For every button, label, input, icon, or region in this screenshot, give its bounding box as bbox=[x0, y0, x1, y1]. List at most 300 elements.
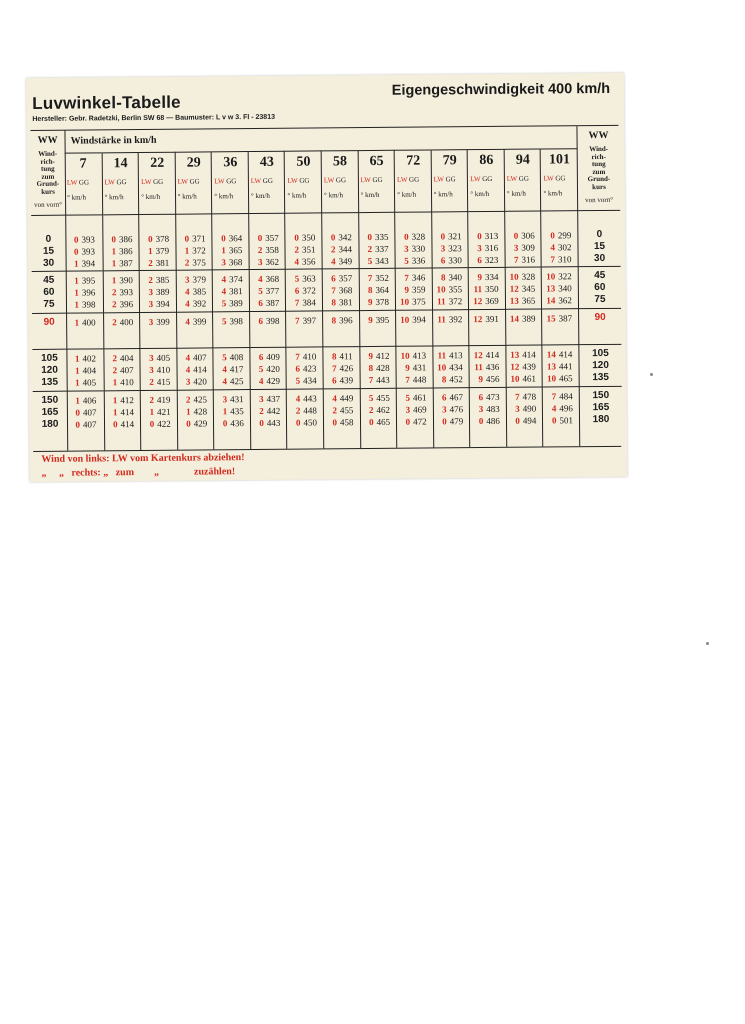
gg-label: GG bbox=[443, 175, 456, 184]
luvwinkel-value: 13 bbox=[546, 361, 557, 372]
groundspeed-value: 323 bbox=[448, 243, 462, 254]
group-divider bbox=[360, 310, 397, 311]
luvwinkel-value: 0 bbox=[294, 232, 299, 243]
luvwinkel-value: 5 bbox=[221, 298, 227, 309]
table-cell bbox=[400, 350, 427, 362]
groundspeed-value: 412 bbox=[120, 395, 134, 406]
table-cell bbox=[68, 233, 95, 245]
lw-gg-label bbox=[214, 177, 236, 185]
table-cell bbox=[436, 295, 463, 307]
luvwinkel-value: 0 bbox=[73, 246, 79, 257]
groundspeed-value: 426 bbox=[339, 363, 354, 374]
luvwinkel-value: 5 bbox=[258, 285, 263, 296]
table-cell bbox=[437, 415, 464, 427]
luvwinkel-value: 6 bbox=[331, 273, 336, 284]
luvwinkel-value: 2 bbox=[111, 287, 117, 298]
group-divider bbox=[212, 213, 249, 214]
table-cell bbox=[290, 374, 317, 386]
table-cell bbox=[326, 284, 353, 296]
luvwinkel-value: 3 bbox=[513, 242, 519, 253]
luvwinkel-value: 9 bbox=[477, 272, 483, 283]
luvwinkel-value: 10 bbox=[400, 350, 410, 361]
group-divider bbox=[104, 312, 141, 313]
groundspeed-value: 455 bbox=[339, 405, 354, 416]
table-cell bbox=[509, 373, 536, 385]
luvwinkel-value: 0 bbox=[75, 419, 81, 430]
groundspeed-value: 408 bbox=[229, 352, 244, 363]
groundspeed-value: 425 bbox=[193, 394, 208, 405]
groundspeed-value: 387 bbox=[265, 297, 280, 308]
groundspeed-value: 407 bbox=[82, 407, 97, 418]
luvwinkel-value: 7 bbox=[515, 391, 520, 402]
table-cell bbox=[106, 274, 133, 286]
table-cell bbox=[254, 405, 281, 417]
table-cell bbox=[509, 313, 536, 325]
luvwinkel-value: 10 bbox=[400, 314, 410, 325]
speed-column bbox=[394, 149, 434, 447]
table-cell bbox=[546, 372, 573, 384]
groundspeed-value: 322 bbox=[558, 271, 572, 282]
group-divider bbox=[322, 212, 359, 213]
group-divider bbox=[213, 311, 250, 312]
groundspeed-value: 379 bbox=[192, 274, 207, 285]
table-cell bbox=[509, 295, 536, 307]
group-divider bbox=[469, 309, 506, 310]
table-cell bbox=[217, 351, 244, 363]
angle-label: 135 bbox=[41, 376, 59, 388]
table-cell bbox=[106, 257, 133, 269]
table-cell bbox=[69, 257, 96, 269]
wind-speed-header: 50 bbox=[285, 150, 322, 173]
groundspeed-value: 437 bbox=[266, 393, 281, 404]
group-divider bbox=[433, 387, 470, 388]
groundspeed-value: 465 bbox=[559, 373, 573, 384]
table-cell bbox=[436, 313, 463, 325]
windrichtung-word: Wind- bbox=[589, 144, 609, 154]
groundspeed-value: 439 bbox=[522, 361, 536, 372]
table-cell bbox=[180, 315, 207, 327]
groundspeed-value: 381 bbox=[229, 286, 243, 297]
table-cell bbox=[70, 406, 97, 418]
group-divider bbox=[141, 348, 178, 349]
table-cell bbox=[253, 363, 280, 375]
windrichtung-word: tung bbox=[40, 164, 55, 173]
luvwinkel-value: 1 bbox=[148, 245, 153, 256]
groundspeed-value: 351 bbox=[301, 244, 316, 255]
gg-label: GG bbox=[334, 176, 347, 185]
table-cell bbox=[400, 416, 427, 428]
groundspeed-value: 336 bbox=[411, 255, 426, 266]
luvwinkel-value: 0 bbox=[515, 415, 520, 426]
groundspeed-value: 398 bbox=[81, 299, 96, 310]
groundspeed-value: 316 bbox=[484, 242, 499, 254]
lw-label: LW bbox=[104, 178, 115, 187]
table-cell bbox=[399, 255, 426, 267]
group-divider bbox=[470, 345, 507, 346]
table-cell bbox=[253, 273, 280, 285]
table-cell bbox=[179, 256, 206, 268]
table-cell bbox=[362, 272, 389, 284]
table-cell bbox=[143, 245, 170, 257]
groundspeed-value: 429 bbox=[193, 418, 208, 429]
luvwinkel-value: 1 bbox=[149, 406, 155, 417]
luvwinkel-value: 1 bbox=[75, 365, 80, 376]
groundspeed-value: 389 bbox=[229, 298, 243, 309]
luvwinkel-value: 11 bbox=[473, 284, 483, 295]
groundspeed-value: 340 bbox=[448, 272, 463, 283]
table-cell bbox=[68, 245, 95, 257]
groundspeed-value: 394 bbox=[412, 314, 426, 325]
table-cell bbox=[107, 316, 134, 328]
table-cell bbox=[508, 242, 535, 254]
group-divider bbox=[579, 308, 621, 309]
groundspeed-value: 443 bbox=[266, 417, 281, 428]
table-cell bbox=[252, 256, 279, 268]
lw-gg-label bbox=[397, 176, 419, 184]
wind-speed-header: 43 bbox=[248, 151, 285, 174]
groundspeed-value: 337 bbox=[375, 243, 389, 254]
table-cell bbox=[254, 393, 281, 405]
groundspeed-value: 494 bbox=[522, 415, 537, 426]
luvwinkel-value: 1 bbox=[111, 258, 117, 269]
group-divider bbox=[287, 388, 324, 389]
groundspeed-value: 483 bbox=[486, 403, 500, 414]
groundspeed-value: 362 bbox=[265, 256, 280, 267]
luvwinkel-value: 0 bbox=[369, 416, 374, 428]
groundspeed-value: 422 bbox=[157, 418, 171, 429]
groundspeed-value: 389 bbox=[155, 286, 170, 297]
luvwinkel-value: 3 bbox=[478, 404, 484, 415]
von-vorn-right: von vorn° bbox=[585, 195, 614, 205]
groundspeed-value: 428 bbox=[376, 362, 390, 373]
table-cell bbox=[144, 352, 171, 364]
group-divider bbox=[141, 390, 178, 391]
luvwinkel-value: 3 bbox=[148, 298, 154, 309]
lw-gg-label bbox=[104, 178, 126, 186]
table-cell bbox=[290, 392, 317, 404]
angle-label: 60 bbox=[594, 281, 606, 294]
lw-label: LW bbox=[287, 176, 298, 185]
table-cell bbox=[290, 362, 317, 374]
groundspeed-value: 450 bbox=[303, 417, 317, 428]
groundspeed-value: 364 bbox=[375, 284, 389, 295]
table-cell bbox=[144, 418, 171, 430]
table-cell bbox=[107, 394, 134, 406]
table-cell bbox=[362, 243, 389, 255]
group-divider bbox=[104, 348, 141, 349]
groundspeed-value: 434 bbox=[303, 375, 317, 386]
speed-column bbox=[467, 149, 507, 447]
luvwinkel-value: 2 bbox=[259, 405, 264, 416]
luvwinkel-value: 0 bbox=[440, 231, 446, 242]
table-cell bbox=[253, 375, 280, 387]
table-cell bbox=[545, 253, 572, 265]
groundspeed-value: 461 bbox=[412, 392, 427, 403]
left-angle-column bbox=[30, 131, 68, 451]
groundspeed-value: 429 bbox=[266, 375, 281, 386]
groundspeed-value: 342 bbox=[338, 232, 352, 243]
luvwinkel-value: 1 bbox=[74, 287, 79, 298]
luvwinkel-value: 10 bbox=[510, 373, 520, 384]
speed-column bbox=[284, 150, 324, 448]
unit-label: ° km/h bbox=[397, 190, 417, 199]
table-cell bbox=[70, 418, 97, 430]
luvwinkel-value: 1 bbox=[112, 395, 118, 406]
table-cell bbox=[217, 417, 244, 429]
group-divider bbox=[213, 269, 250, 270]
lw-label: LW bbox=[360, 175, 371, 185]
table-cell bbox=[217, 405, 244, 417]
luvwinkel-value: 8 bbox=[367, 284, 373, 296]
groundspeed-value: 467 bbox=[449, 392, 464, 403]
groundspeed-value: 368 bbox=[265, 273, 280, 284]
luvwinkel-value: 1 bbox=[112, 377, 118, 388]
luvwinkel-value: 4 bbox=[332, 393, 337, 404]
group-divider bbox=[176, 213, 213, 214]
group-divider bbox=[251, 389, 288, 390]
luvwinkel-value: 8 bbox=[331, 351, 337, 362]
groundspeed-value: 310 bbox=[557, 254, 572, 265]
luvwinkel-value: 12 bbox=[510, 361, 520, 372]
luvwinkel-value: 7 bbox=[331, 285, 336, 296]
groundspeed-value: 387 bbox=[558, 313, 573, 324]
luvwinkel-value: 0 bbox=[111, 234, 117, 245]
speed-column bbox=[247, 151, 287, 449]
groundspeed-value: 394 bbox=[81, 258, 96, 269]
groundspeed-value: 369 bbox=[485, 295, 499, 307]
gg-label: GG bbox=[224, 177, 237, 186]
groundspeed-value: 368 bbox=[228, 257, 243, 268]
groundspeed-value: 448 bbox=[412, 374, 427, 385]
wind-speed-header: 86 bbox=[468, 149, 505, 172]
groundspeed-value: 316 bbox=[521, 254, 535, 265]
windrichtung-word: rich- bbox=[40, 157, 55, 166]
table-cell bbox=[69, 298, 96, 310]
table-cell bbox=[546, 414, 573, 426]
luvwinkel-value: 4 bbox=[331, 256, 336, 267]
table-cell bbox=[363, 374, 390, 386]
luvwinkel-value: 10 bbox=[436, 284, 446, 295]
groundspeed-value: 386 bbox=[119, 246, 133, 257]
luvwinkel-value: 0 bbox=[186, 418, 191, 429]
luvwinkel-value: 7 bbox=[405, 374, 410, 385]
wind-speed-header: 22 bbox=[139, 152, 176, 175]
luvwinkel-value: 1 bbox=[184, 245, 190, 256]
group-divider bbox=[33, 391, 67, 392]
table-cell bbox=[142, 233, 169, 245]
table-cell bbox=[398, 231, 425, 243]
luvwinkel-value: 11 bbox=[474, 362, 483, 373]
lw-label: LW bbox=[543, 174, 554, 183]
lw-gg-label bbox=[251, 177, 273, 185]
group-divider bbox=[359, 268, 396, 269]
luvwinkel-value: 7 bbox=[294, 297, 300, 308]
luvwinkel-value: 2 bbox=[148, 274, 153, 285]
table-cell bbox=[289, 243, 316, 255]
lw-label: LW bbox=[433, 175, 444, 184]
luvwinkel-value: 0 bbox=[330, 232, 336, 243]
group-divider bbox=[66, 348, 103, 349]
table-cell bbox=[216, 256, 243, 268]
luvwinkel-value: 4 bbox=[185, 286, 190, 297]
luvwinkel-value: 7 bbox=[404, 272, 409, 283]
lw-label: LW bbox=[470, 175, 481, 184]
group-divider bbox=[250, 347, 287, 348]
speed-column bbox=[101, 152, 141, 450]
luvwinkel-value: 6 bbox=[440, 255, 446, 266]
groundspeed-value: 335 bbox=[374, 231, 389, 242]
luvwinkel-value: 2 bbox=[185, 394, 191, 405]
luvwinkel-value: 1 bbox=[75, 377, 80, 388]
groundspeed-value: 390 bbox=[119, 275, 133, 286]
groundspeed-value: 396 bbox=[81, 287, 96, 298]
table-cell bbox=[472, 242, 499, 254]
luvwinkel-value: 14 bbox=[546, 349, 556, 360]
angle-label: 30 bbox=[593, 252, 606, 265]
unit-label: ° km/h bbox=[287, 191, 307, 200]
group-divider bbox=[65, 214, 102, 215]
luvwinkel-value: 0 bbox=[75, 407, 80, 418]
luvwinkel-value: 12 bbox=[473, 296, 483, 307]
groundspeed-value: 302 bbox=[557, 242, 572, 253]
table-cell bbox=[435, 271, 462, 283]
header-divider bbox=[31, 215, 65, 216]
group-divider bbox=[323, 346, 360, 347]
luvwinkel-value: 10 bbox=[509, 271, 519, 282]
table-cell bbox=[180, 375, 207, 387]
luvwinkel-value: 6 bbox=[258, 315, 264, 326]
groundspeed-value: 372 bbox=[448, 296, 463, 307]
lw-gg-label bbox=[470, 175, 492, 183]
wind-speed-header: 36 bbox=[212, 151, 249, 174]
luvwinkel-value: 0 bbox=[442, 416, 447, 427]
group-divider bbox=[139, 214, 176, 215]
groundspeed-value: 407 bbox=[193, 352, 207, 363]
groundspeed-value: 407 bbox=[120, 365, 134, 376]
table-cell bbox=[106, 286, 133, 298]
groundspeed-value: 413 bbox=[412, 350, 427, 361]
groundspeed-value: 398 bbox=[229, 316, 243, 327]
luvwinkel-value: 3 bbox=[222, 394, 228, 405]
luvwinkel-value: 1 bbox=[74, 317, 80, 328]
table-cell bbox=[473, 349, 500, 361]
wind-speed-header: 79 bbox=[431, 149, 468, 172]
group-divider bbox=[469, 267, 506, 268]
luvwinkel-value: 3 bbox=[149, 364, 154, 375]
luvwinkel-value: 2 bbox=[295, 405, 301, 416]
luvwinkel-value: 9 bbox=[367, 296, 373, 308]
table-cell bbox=[363, 314, 390, 326]
speck bbox=[650, 373, 653, 376]
luvwinkel-value: 4 bbox=[185, 316, 190, 327]
groundspeed-value: 358 bbox=[265, 244, 279, 255]
groundspeed-value: 431 bbox=[230, 394, 244, 405]
windrichtung-word: zum bbox=[41, 172, 55, 181]
table-cell bbox=[546, 360, 573, 372]
table-cell bbox=[363, 350, 390, 362]
lw-label: LW bbox=[506, 174, 518, 183]
luvwinkel-value: 4 bbox=[185, 364, 191, 375]
group-divider bbox=[543, 386, 580, 387]
groundspeed-value: 349 bbox=[338, 256, 353, 267]
wind-speed-header: 101 bbox=[541, 148, 578, 171]
table-cell bbox=[289, 231, 316, 243]
group-divider bbox=[506, 267, 543, 268]
groundspeed-value: 393 bbox=[81, 246, 96, 257]
table-cell bbox=[180, 393, 207, 405]
table-title: Luvwinkel-Tabelle bbox=[32, 92, 181, 113]
table-cell bbox=[508, 230, 535, 242]
luvwinkel-value: 0 bbox=[184, 233, 190, 244]
luvwinkel-value: 8 bbox=[368, 362, 374, 374]
speed-column bbox=[65, 152, 104, 450]
angle-label: 45 bbox=[43, 274, 55, 286]
table-cell bbox=[400, 404, 427, 416]
groundspeed-value: 417 bbox=[229, 364, 244, 375]
table-cell bbox=[364, 416, 391, 428]
table-cell bbox=[70, 376, 97, 388]
group-divider bbox=[32, 313, 66, 314]
group-divider bbox=[67, 390, 104, 391]
groundspeed-value: 407 bbox=[82, 419, 97, 430]
angle-label: 45 bbox=[594, 269, 606, 282]
groundspeed-value: 362 bbox=[558, 295, 572, 306]
gg-label: GG bbox=[151, 177, 164, 186]
luvwinkel-value: 2 bbox=[257, 244, 263, 255]
luvwinkel-value: 4 bbox=[258, 273, 263, 284]
luvwinkel-value: 14 bbox=[509, 313, 520, 324]
unit-label: ° km/h bbox=[543, 189, 563, 198]
group-divider bbox=[250, 311, 287, 312]
table-cell bbox=[399, 272, 426, 284]
speed-column bbox=[357, 150, 397, 448]
group-divider bbox=[286, 268, 323, 269]
gg-label: GG bbox=[297, 176, 310, 185]
footer-rule-left: Wind von links: LW vom Kartenkurs abziehen! bbox=[41, 452, 245, 465]
luvwinkel-value: 10 bbox=[547, 373, 557, 384]
groundspeed-value: 330 bbox=[448, 255, 462, 266]
table-cell bbox=[252, 244, 279, 256]
table-cell bbox=[290, 350, 317, 362]
table-cell bbox=[509, 283, 536, 295]
lw-label: LW bbox=[323, 176, 335, 185]
wind-grid bbox=[64, 126, 579, 450]
windrichtung-word: Grund- bbox=[587, 174, 611, 184]
luvwinkel-value: 13 bbox=[510, 349, 520, 360]
groundspeed-value: 359 bbox=[411, 284, 426, 295]
groundspeed-value: 393 bbox=[119, 287, 133, 298]
angle-label: 90 bbox=[43, 316, 55, 328]
groundspeed-value: 414 bbox=[120, 419, 135, 430]
table-cell bbox=[252, 232, 279, 244]
group-divider bbox=[214, 347, 251, 348]
luvwinkel-value: 2 bbox=[112, 365, 118, 376]
table-cell bbox=[473, 415, 500, 427]
group-divider bbox=[177, 311, 214, 312]
luvwinkel-value: 4 bbox=[185, 298, 190, 309]
luvwinkel-value: 6 bbox=[478, 392, 484, 403]
luvwinkel-value: 0 bbox=[221, 233, 226, 244]
table-cell bbox=[436, 391, 463, 403]
luvwinkel-value: 1 bbox=[111, 275, 117, 286]
table-cell bbox=[400, 374, 427, 386]
luvwinkel-value: 0 bbox=[367, 231, 373, 243]
luvwinkel-value: 3 bbox=[148, 286, 154, 297]
luvwinkel-value: 0 bbox=[550, 230, 555, 241]
table-cell bbox=[400, 392, 427, 404]
groundspeed-value: 357 bbox=[338, 273, 353, 284]
luvwinkel-value: 5 bbox=[221, 316, 227, 327]
